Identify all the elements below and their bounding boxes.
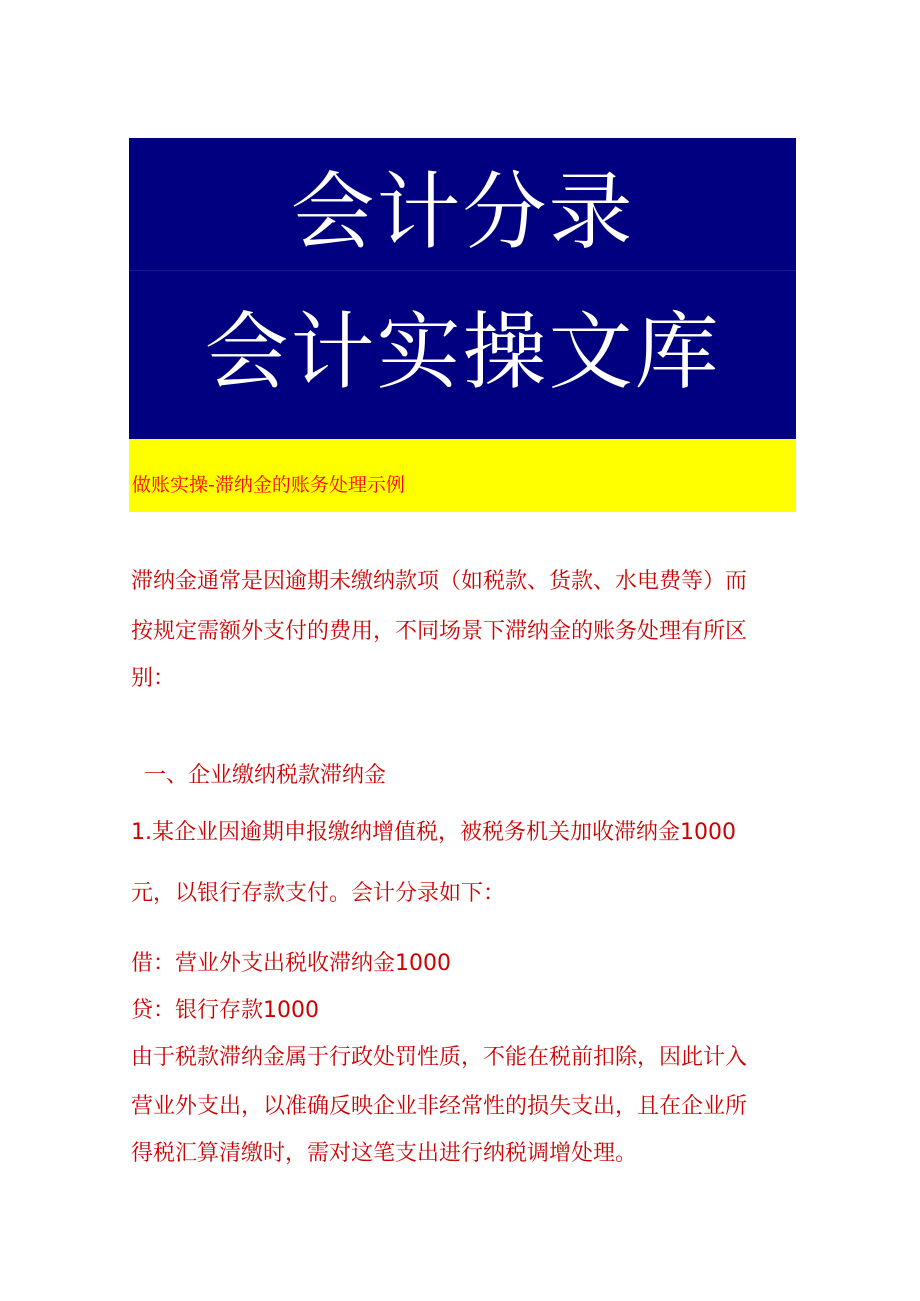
- title-banner: [129, 138, 796, 439]
- banner-divider: [129, 270, 796, 271]
- explanation-line-2: 营业外支出，以准确反映企业非经常性的损失支出，且在企业所: [131, 1094, 748, 1119]
- journal-entry-debit: 借：营业外支出税收滞纳金1000: [131, 951, 451, 976]
- example-line-1: 1.某企业因逾期申报缴纳增值税，被税务机关加收滞纳金1000: [131, 820, 736, 845]
- banner-title-line-1: 会计分录: [290, 163, 635, 261]
- intro-line-2: 按规定需额外支付的费用，不同场景下滞纳金的账务处理有所区: [131, 619, 748, 644]
- example-line-2: 元，以银行存款支付。会计分录如下：: [131, 881, 506, 906]
- explanation-line-3: 得税汇算清缴时，需对这笔支出进行纳税调增处理。: [131, 1141, 638, 1166]
- explanation-line-1: 由于税款滞纳金属于行政处罚性质，不能在税前扣除，因此计入: [131, 1045, 748, 1070]
- intro-line-1: 滞纳金通常是因逾期未缴纳款项（如税款、货款、水电费等）而: [131, 569, 748, 594]
- subtitle-bar: [129, 439, 796, 512]
- intro-line-3: 别：: [131, 666, 176, 691]
- banner-title-line-2: 会计实操文库: [204, 303, 721, 401]
- document-subtitle: 做账实操-滞纳金的账务处理示例: [132, 474, 405, 496]
- journal-entry-credit: 贷：银行存款1000: [131, 998, 319, 1023]
- section-heading: 一、企业缴纳税款滞纳金: [144, 763, 387, 788]
